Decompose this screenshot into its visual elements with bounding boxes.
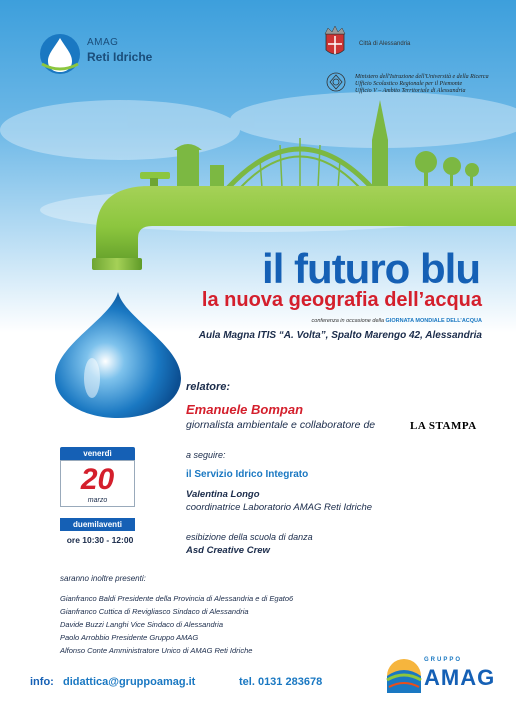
calendar-body — [60, 460, 135, 507]
contact-phone: tel. 0131 283678 — [239, 676, 323, 688]
presenti-item: Gianfranco Cuttica di Revigliasco Sindaco di Alessandria — [60, 607, 249, 616]
program-topic: il Servizio Idrico Integrato — [186, 469, 309, 480]
amag-logo-line2: Reti Idriche — [87, 50, 153, 64]
speaker-role: coordinatrice Laboratorio AMAG Reti Idriche — [186, 502, 373, 513]
presenti-item: Gianfranco Baldi Presidente della Provincia di Alessandria e di Egato6 — [60, 594, 294, 603]
exhibition-label: esibizione della scuola di danza — [186, 532, 313, 542]
amag-logo-icon — [40, 34, 80, 74]
calendar-month: marzo — [87, 497, 108, 504]
world-water-day: GIORNATA MONDIALE DELL’ACQUA — [385, 318, 482, 324]
relatore-description: giornalista ambientale e collaboratore de — [186, 419, 376, 431]
calendar-weekday: venerdì — [60, 447, 135, 460]
conference-line — [200, 318, 482, 324]
calendar-year: duemilaventi — [60, 518, 135, 531]
info-label: info: — [30, 676, 54, 688]
city-label: Città di Alessandria — [359, 41, 411, 47]
relatore-label: relatore: — [186, 381, 231, 393]
la-stampa-logo: LA STAMPA — [410, 420, 477, 432]
date-calendar — [60, 447, 135, 533]
presenti-label: saranno inoltre presenti: — [60, 574, 146, 583]
contact-info — [30, 676, 195, 688]
contact-email[interactable]: didattica@gruppoamag.it — [63, 676, 196, 688]
presenti-list — [60, 592, 293, 657]
venue: Aula Magna ITIS “A. Volta”, Spalto Marengo 42, Alessandria — [198, 330, 482, 341]
amag-logo-line1: AMAG — [87, 37, 119, 48]
gruppo-logo-small: GRUPPO — [424, 657, 463, 663]
ministry-line-1: Ministero dell'Istruzione dell'Università e della Ricerca — [355, 74, 489, 80]
ministry-line-3: Ufficio V – Ambito Territoriale di Alessandria — [355, 88, 466, 94]
gruppo-amag-logo-icon — [387, 659, 421, 693]
ministry-line-2: Ufficio Scolastico Regionale per il Piemonte — [355, 81, 463, 87]
event-time: ore 10:30 - 12:00 — [66, 535, 134, 545]
seguire-label: a seguire: — [186, 450, 226, 460]
subtitle: la nuova geografia dell’acqua — [201, 289, 482, 311]
presenti-item: Paolo Arrobbio Presidente Gruppo AMAG — [60, 633, 199, 642]
main-title: il futuro blu — [262, 245, 480, 292]
speaker-name: Valentina Longo — [186, 489, 260, 500]
city-crest-icon — [325, 26, 345, 54]
presenti-item: Davide Buzzi Langhi Vice Sindaco di Alessandria — [60, 620, 224, 629]
relatore-name: Emanuele Bompan — [186, 402, 304, 417]
republic-emblem-icon — [327, 73, 345, 91]
presenti-item: Alfonso Conte Amministratore Unico di AMAG Reti Idriche — [60, 646, 253, 655]
dance-crew: Asd Creative Crew — [186, 545, 270, 556]
gruppo-logo-big: AMAG — [424, 665, 496, 690]
calendar-day: 20 — [80, 463, 115, 496]
conference-prefix: conferenza in occasione della — [311, 318, 385, 324]
